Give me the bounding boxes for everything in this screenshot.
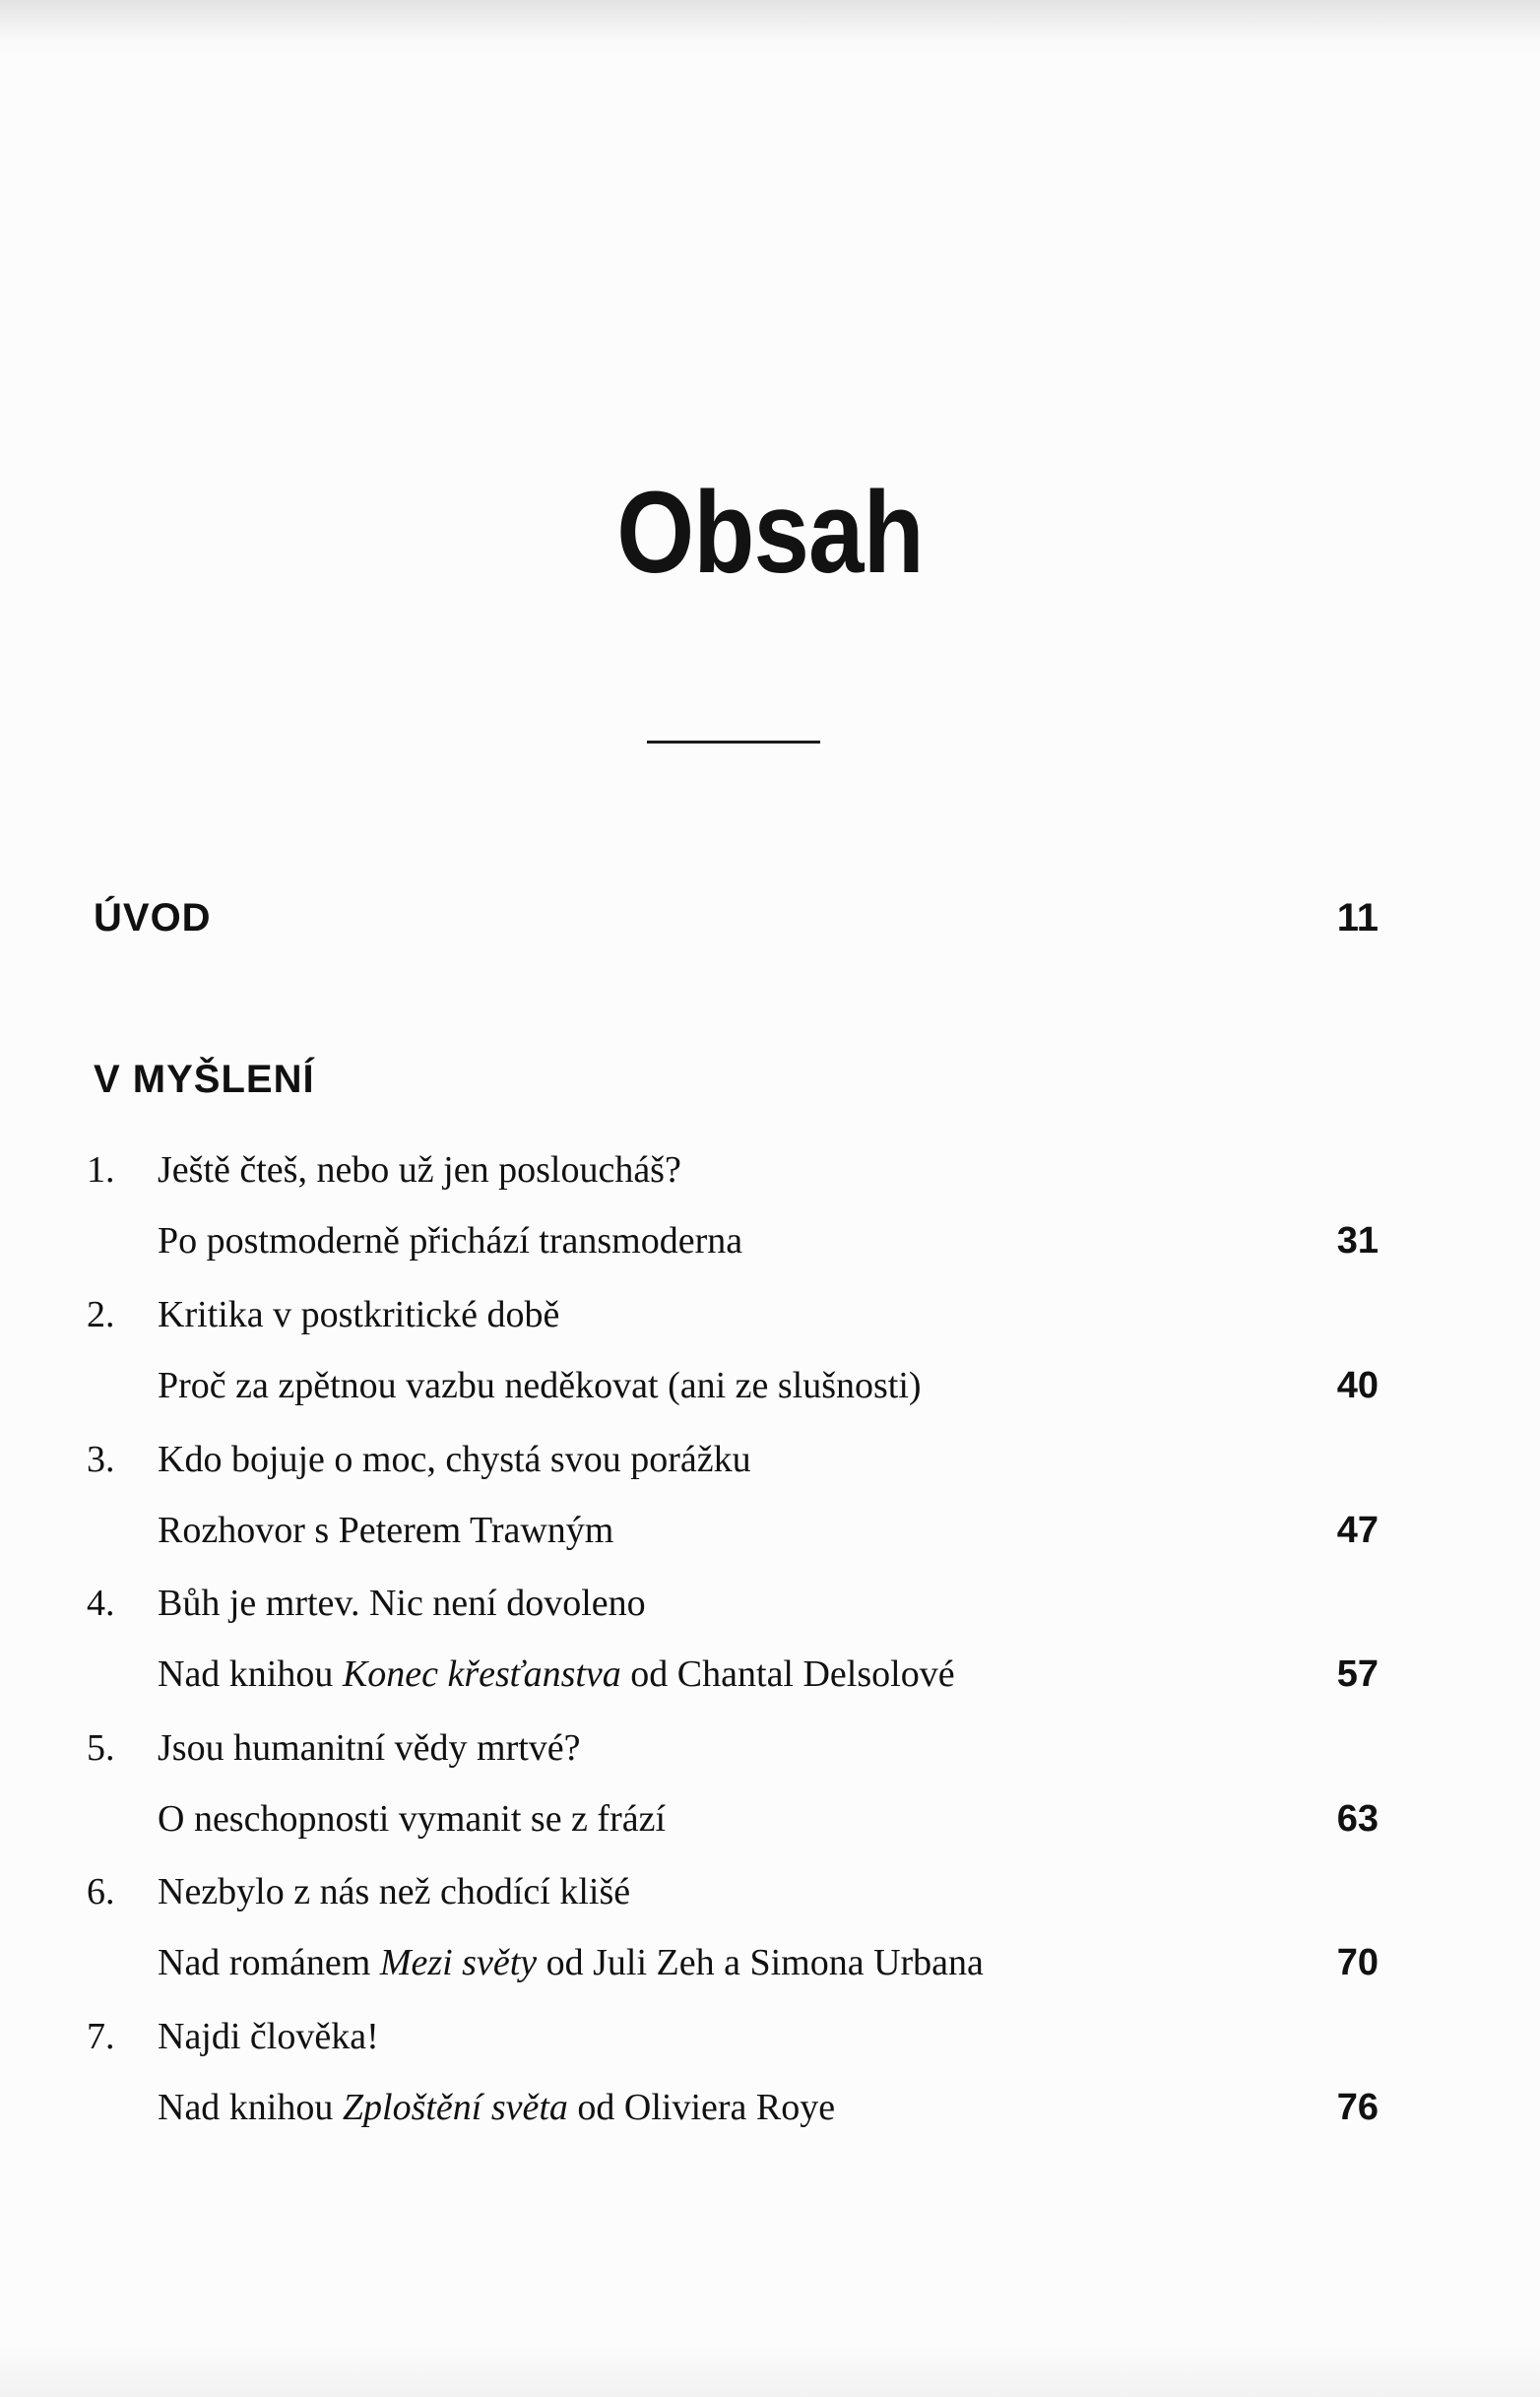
toc-entry[interactable]	[79, 1279, 1379, 1421]
intro-heading	[94, 894, 1379, 941]
entry-title: Ještě čteš, nebo už jen posloucháš?	[158, 1149, 681, 1191]
toc-entry[interactable]	[79, 1134, 1379, 1276]
toc-entry[interactable]	[79, 1424, 1379, 1566]
entry-number: 6.	[87, 1871, 115, 1912]
section-label: V MYŠLENÍ	[94, 1058, 315, 1101]
entry-page-number: 57	[1336, 1653, 1379, 1695]
entry-number: 4.	[87, 1583, 115, 1624]
section-heading	[94, 1056, 1379, 1103]
entry-number: 3.	[87, 1439, 115, 1480]
entry-title: Jsou humanitní vědy mrtvé?	[158, 1727, 581, 1769]
entry-number: 5.	[87, 1727, 115, 1769]
entry-page-number: 47	[1336, 1510, 1379, 1551]
entry-title: Najdi člověka!	[158, 2016, 379, 2057]
toc-entry[interactable]	[79, 2001, 1379, 2143]
entry-title: Bůh je mrtev. Nic není dovoleno	[158, 1583, 646, 1624]
entry-subtitle: Po postmoderně přichází transmoderna	[158, 1220, 743, 1262]
entry-subtitle: Proč za zpětnou vazbu neděkovat (ani ze slušnosti)	[158, 1365, 922, 1406]
entry-title: Kritika v postkritické době	[158, 1294, 560, 1335]
entry-subtitle: Nad románem Mezi světy od Juli Zeh a Simona Urbana	[158, 1942, 984, 1983]
entry-number: 7.	[87, 2016, 115, 2057]
entry-page-number: 31	[1336, 1220, 1379, 1262]
entry-number: 1.	[87, 1149, 115, 1191]
title-divider	[647, 741, 820, 744]
entry-subtitle: Nad knihou Zploštění světa od Oliviera Roye	[158, 2087, 836, 2128]
entry-page-number: 76	[1336, 2087, 1379, 2128]
entry-number: 2.	[87, 1294, 115, 1335]
entry-title: Kdo bojuje o moc, chystá svou porážku	[158, 1439, 751, 1480]
entry-page-number: 70	[1336, 1942, 1379, 1983]
entry-page-number: 63	[1336, 1798, 1379, 1840]
entry-title: Nezbylo z nás než chodící klišé	[158, 1871, 631, 1912]
entry-subtitle: O neschopnosti vymanit se z frází	[158, 1798, 667, 1840]
toc-entry[interactable]	[79, 1856, 1379, 1998]
intro-label: ÚVOD	[94, 896, 212, 939]
entry-page-number: 40	[1336, 1365, 1379, 1406]
page-edge-shadow	[0, 0, 1540, 39]
toc-entry[interactable]	[79, 1568, 1379, 1710]
page-title: Obsah	[616, 468, 924, 598]
entry-subtitle: Rozhovor s Peterem Trawným	[158, 1510, 614, 1551]
entry-subtitle: Nad knihou Konec křesťanstva od Chantal Delsolové	[158, 1653, 955, 1695]
intro-page-number: 11	[1336, 896, 1379, 939]
toc-entry[interactable]	[79, 1713, 1379, 1854]
